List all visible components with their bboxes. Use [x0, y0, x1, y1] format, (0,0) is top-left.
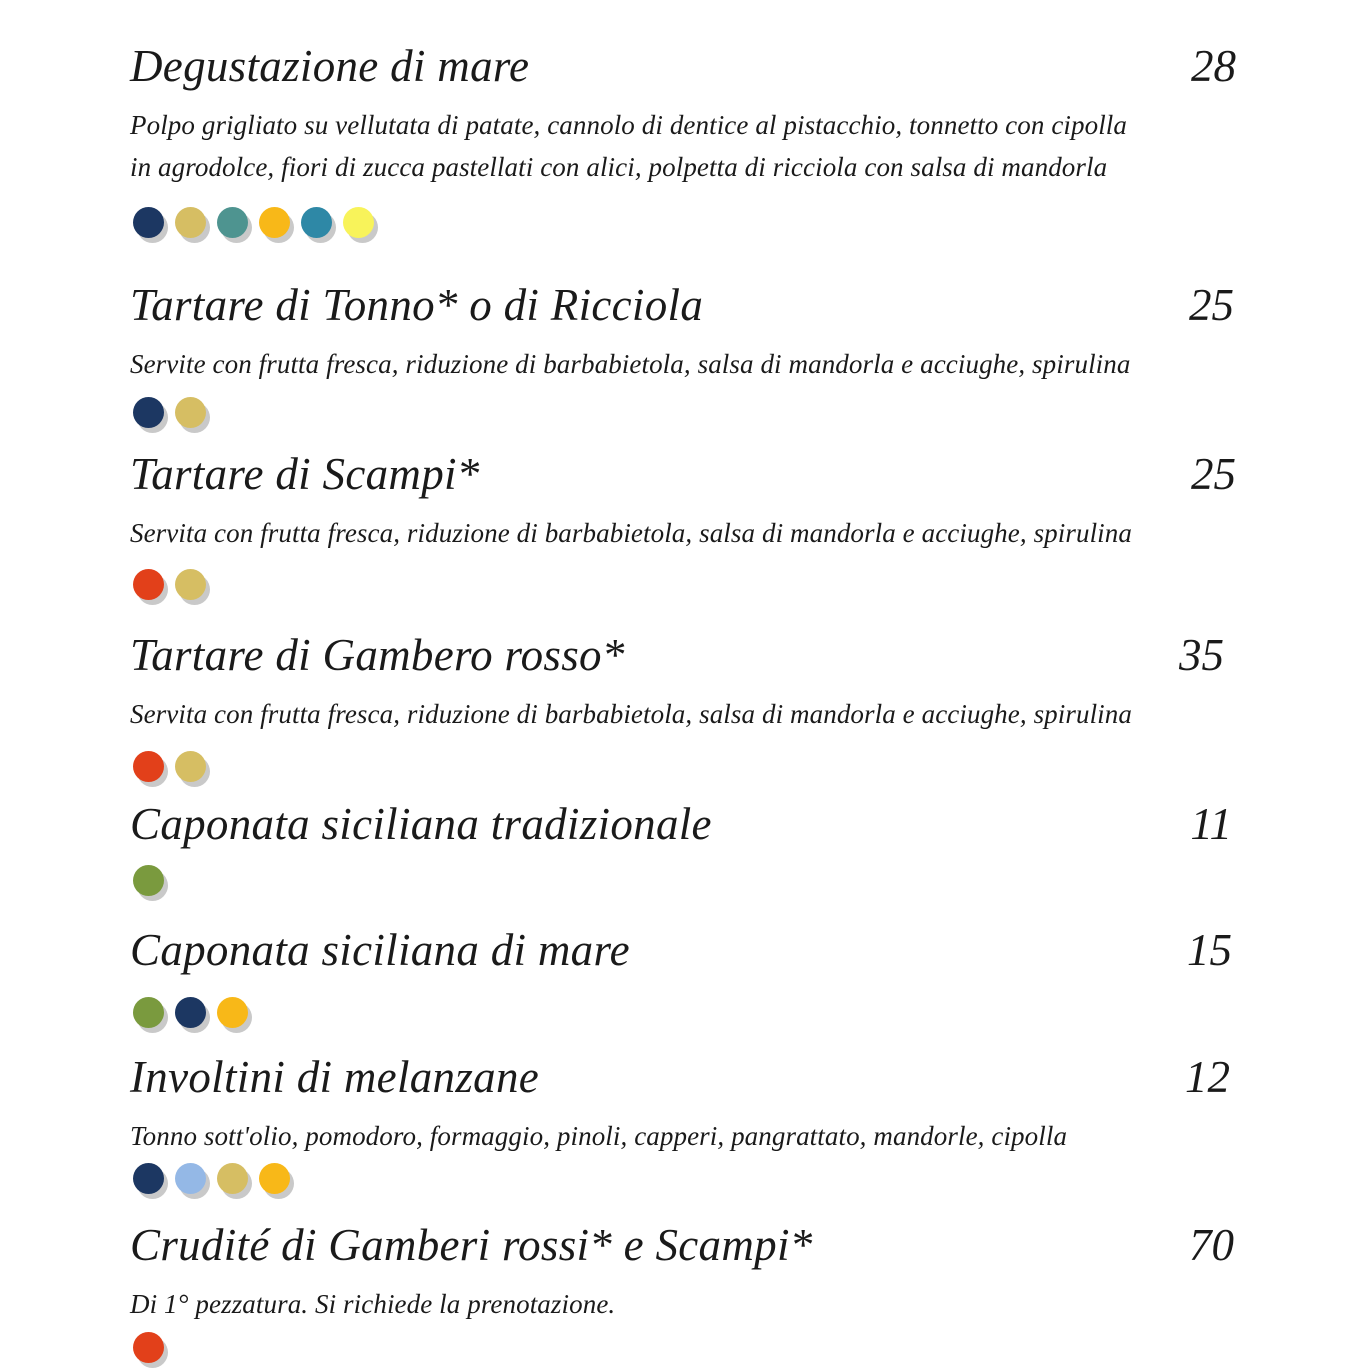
lemon-dot-icon [343, 207, 374, 238]
item-header [130, 36, 1240, 96]
item-price: 25 [1189, 280, 1234, 330]
menu-item [130, 625, 1240, 729]
item-price: 11 [1190, 799, 1232, 849]
item-description-line: Servita con frutta fresca, riduzione di barbabietola, salsa di mandorla e acciughe, spirulina [130, 518, 1132, 548]
item-title: Caponata siciliana tradizionale [130, 799, 712, 849]
red-dot-icon [133, 751, 164, 782]
navy-dot-icon [133, 1163, 164, 1194]
item-header [130, 794, 1240, 854]
item-price: 28 [1191, 41, 1236, 91]
item-header [130, 920, 1240, 980]
item-price: 25 [1191, 449, 1236, 499]
item-description-line: Polpo grigliato su vellutata di patate, cannolo di dentice al pistacchio, tonnetto con cipolla [130, 110, 1128, 140]
menu-item [130, 275, 1240, 379]
item-header [130, 444, 1240, 504]
red-dot-icon [133, 569, 164, 600]
item-title: Tartare di Gambero rosso* [130, 630, 625, 680]
mustard-dot-icon [175, 569, 206, 600]
item-price: 12 [1185, 1052, 1230, 1102]
item-price: 15 [1187, 925, 1232, 975]
navy-dot-icon [133, 207, 164, 238]
menu-item [130, 36, 1240, 182]
item-price: 35 [1179, 630, 1224, 680]
item-title: Caponata siciliana di mare [130, 925, 630, 975]
olive-dot-icon [133, 865, 164, 896]
sky-dot-icon [175, 1163, 206, 1194]
red-dot-icon [133, 1332, 164, 1363]
item-header [130, 275, 1240, 335]
item-title: Degustazione di mare [130, 41, 530, 91]
amber-dot-icon [259, 207, 290, 238]
item-title: Involtini di melanzane [130, 1052, 540, 1102]
menu-item [130, 794, 1240, 854]
menu-item [130, 920, 1240, 980]
mustard-dot-icon [175, 397, 206, 428]
olive-dot-icon [133, 997, 164, 1028]
item-description-line: Servite con frutta fresca, riduzione di barbabietola, salsa di mandorla e acciughe, spirulina [130, 349, 1131, 379]
item-title: Tartare di Scampi* [130, 449, 480, 499]
item-description-line: Tonno sott'olio, pomodoro, formaggio, pinoli, capperi, pangrattato, mandorle, cipolla [130, 1121, 1068, 1151]
amber-dot-icon [259, 1163, 290, 1194]
mustard-dot-icon [175, 207, 206, 238]
item-description-line: in agrodolce, fiori di zucca pastellati con alici, polpetta di ricciola con salsa di mandorla [130, 152, 1108, 182]
item-header [130, 1047, 1240, 1107]
item-description-line: Servita con frutta fresca, riduzione di barbabietola, salsa di mandorla e acciughe, spirulina [130, 699, 1132, 729]
menu-item [130, 1047, 1240, 1151]
menu-item [130, 444, 1240, 548]
amber-dot-icon [217, 997, 248, 1028]
item-title: Crudité di Gamberi rossi* e Scampi* [130, 1220, 813, 1270]
teal-dot-icon [217, 207, 248, 238]
item-header [130, 625, 1240, 685]
mustard-dot-icon [217, 1163, 248, 1194]
item-price: 70 [1189, 1220, 1234, 1270]
item-title: Tartare di Tonno* o di Ricciola [130, 280, 704, 330]
mustard-dot-icon [175, 751, 206, 782]
ocean-dot-icon [301, 207, 332, 238]
item-header [130, 1215, 1240, 1275]
navy-dot-icon [175, 997, 206, 1028]
navy-dot-icon [133, 397, 164, 428]
item-description-line: Di 1° pezzatura. Si richiede la prenotazione. [130, 1289, 616, 1319]
menu-item [130, 1215, 1240, 1319]
